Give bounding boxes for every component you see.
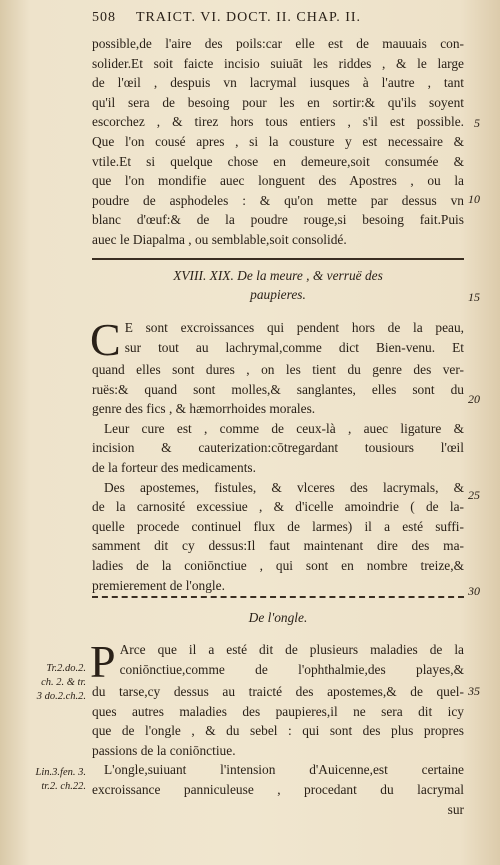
drop-capital: P [90,636,116,687]
margin-note [6,662,86,704]
text-line: Leur cure est , comme de ceux-là , auec ligature & [104,420,464,436]
paragraph [90,636,464,760]
paragraph [92,478,464,596]
margin-note-line: Tr.2.do.2. [46,663,86,674]
text-block-top [92,34,464,250]
text-line: premierement de l'ongle. [92,577,225,593]
text-line: que l'on mondifie auec longuent des Apostres , ou la [92,173,464,189]
text-line: genre des fics , & hæmorrhoides morales. [92,401,316,417]
catchword-row [92,800,464,820]
text-line: de la forteur des medicaments. [92,459,256,475]
text-line: samment dit cy dessus:Il faut maintenant dire des ma- [92,538,464,554]
text-line: incision & cauterization:cōtregardant tousiours l'œil [92,440,464,456]
running-title: TRAICT. VI. DOCT. II. CHAP. II. [136,10,362,25]
section-title [92,266,464,304]
margin-note-line: Lin.3.fen. 3. [35,767,86,778]
page-header [92,10,472,30]
text-line: qu'il sera de besoing pour les en sortir:& qu'ils soyent [92,94,464,110]
margin-note [6,766,86,794]
text-line: sur tout au lachrymal,comme dict Bien-venu. Et [124,339,464,355]
margin-note-line: tr.2. ch.22. [41,781,86,792]
line-number: 20 [468,392,480,406]
text-line: de l'œil , despuis vn lacrymal iusques à l'autre , tant [92,75,464,91]
text-line: quand elles sont dures , on les tient du genre des ver- [92,362,464,377]
page-number: 508 [92,10,116,25]
text-line: quelle procede continuel flux de larmes) il a esté suffi- [92,518,464,534]
line-number: 10 [468,192,480,206]
catchword: sur [447,801,464,817]
section-rule [92,596,464,598]
paragraph [90,314,464,419]
text-block-section1 [90,314,464,595]
text-line: auec le Diapalma , ou semblable,soit consolidé. [92,231,347,247]
text-line: du tarse,cy dessus au traicté des apostemes,& de quel- [92,684,464,699]
text-line: blanc d'œuf:& de la poudre rouge,si besoing fait.Puis [92,212,464,228]
text-line: solider.Et soit faicte incisio suiuāt les riddes , & le large [92,55,464,71]
paragraph [92,419,464,478]
section-rule [92,258,464,260]
drop-capital: C [90,314,121,365]
margin-note-line: 3 do.2.ch.2. [36,691,86,702]
text-line: que de l'ongle , & du sebel : qui sont des plus propres [92,723,464,739]
line-number: 25 [468,488,480,502]
text-line: escorchez , & tirez hors tous entiers , s'il est possible. [92,114,464,130]
text-line: passions de la coniōnctiue. [92,742,236,758]
text-line: Arce que il a esté dit de plusieurs maladies de la [119,642,464,657]
text-line: possible,de l'aire des poils:car elle est de mauuais con- [92,36,464,51]
text-line: L'ongle,suiuant l'intension d'Auicenne,est certaine [104,762,464,778]
text-line: excroissance panniculeuse , procedant du lacrymal [92,781,464,797]
text-block-section2 [90,636,464,819]
text-line: Que l'on cousé apres , si la cousture y est necessaire & [92,133,464,149]
text-line: E sont excroissances qui pendent hors de la peau, [124,320,464,335]
section-title-line: XVIII. XIX. De la meure , & verruë des [173,268,383,283]
section-title-line: paupieres. [250,287,306,302]
section-title-line: De l'ongle. [248,610,308,625]
text-line: de la carnosité excessiue , & d'icelle amoindrie ( de la- [92,499,464,515]
text-line: ruës:& quand sont molles,& sanglantes, elles sont du [92,381,464,397]
text-line: ques autres maladies des paupieres,il ne sera dit icy [92,703,464,719]
text-line: vtile.Et si quelque chose en demeure,soit consumée & [92,153,464,169]
text-line: coniōnctiue,comme de l'ophthalmie,des playes,& [119,661,464,677]
line-number: 5 [474,116,480,130]
line-number: 35 [468,684,480,698]
text-line: Des apostemes, fistules, & vlceres des lacrymals, & [104,479,464,495]
text-line: ladies de la coniōnctiue , qui sont en nombre treize,& [92,557,464,573]
paragraph [92,760,464,799]
text-line: poudre de asphodeles : & qu'on mette par dessus vn [92,192,464,208]
line-number: 15 [468,290,480,304]
section-title [92,608,464,627]
line-number: 30 [468,584,480,598]
margin-note-line: ch. 2. & tr. [41,677,86,688]
